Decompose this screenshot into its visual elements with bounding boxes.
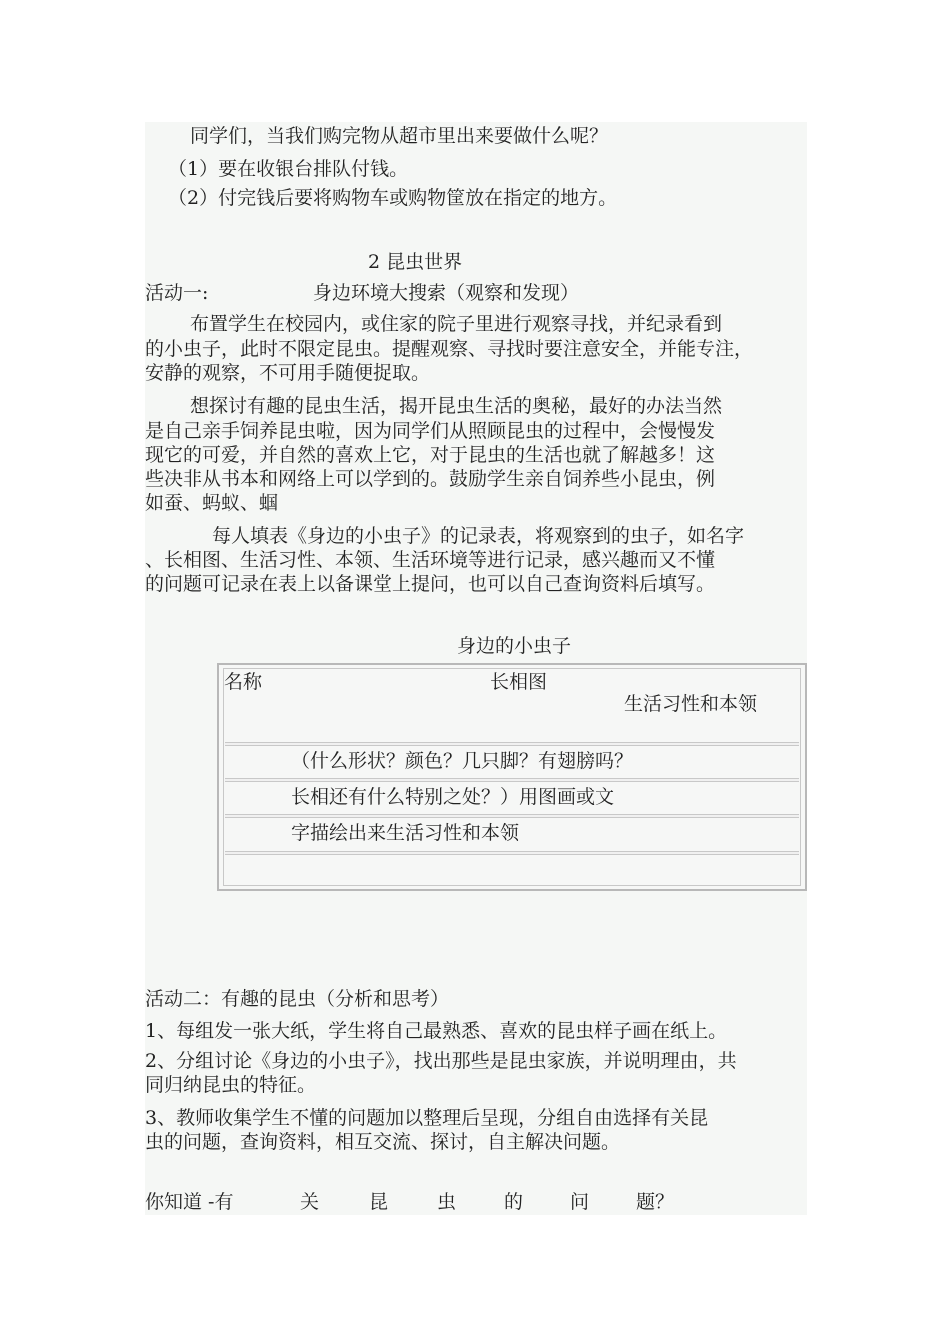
table-row-divider xyxy=(225,742,799,746)
closing-word: 虫 xyxy=(437,1191,457,1213)
header-habits: 生活习性和本领 xyxy=(624,693,758,715)
table-row-divider xyxy=(225,814,799,818)
para1-line: 安静的观察，不可用手随便捉取。 xyxy=(145,362,431,384)
closing-word: 问 xyxy=(570,1191,590,1213)
table-row-divider xyxy=(225,778,799,782)
intro-item-2: （2）付完钱后要将购物车或购物筐放在指定的地方。 xyxy=(168,187,618,209)
para1-line: 布置学生在校园内，或住家的院子里进行观察寻找，并纪录看到 xyxy=(190,313,723,335)
header-appearance: 长相图 xyxy=(490,671,548,693)
para1-line: 的小虫子，此时不限定昆虫。提醒观察、寻找时要注意安全，并能专注， xyxy=(145,338,754,360)
activity2-item-2: 2、分组讨论《身边的小虫子》，找出那些是昆虫家族，并说明理由，共 xyxy=(145,1050,737,1072)
para2-line: 是自己亲手饲养昆虫啦，因为同学们从照顾昆虫的过程中，会慢慢发 xyxy=(145,420,716,442)
table-row-divider xyxy=(225,851,799,855)
table-caption: 身边的小虫子 xyxy=(457,635,572,657)
activity1-label: 活动一: xyxy=(145,282,209,304)
para2-line: 如蚕、蚂蚁、蝈 xyxy=(145,492,279,514)
activity1-title: 身边环境大搜索（观察和发现） xyxy=(313,282,580,304)
para3-line: 、长相图、生活习性、本领、生活环境等进行记录，感兴趣而又不懂 xyxy=(145,549,716,571)
activity2-item-1: 1、每组发一张大纸，学生将自己最熟悉、喜欢的昆虫样子画在纸上。 xyxy=(145,1020,728,1042)
header-name: 名称 xyxy=(224,671,263,693)
table-row-text: 长相还有什么特别之处？）用图画或文 xyxy=(291,786,615,808)
closing-word: 关 xyxy=(300,1191,320,1213)
activity2-title: 活动二：有趣的昆虫（分析和思考） xyxy=(145,988,450,1010)
para2-line: 现它的可爱，并自然的喜欢上它，对于昆虫的生活也就了解越多！这 xyxy=(145,444,716,466)
closing-word: 昆 xyxy=(369,1191,389,1213)
para3-line: 每人填表《身边的小虫子》的记录表，将观察到的虫子，如名字 xyxy=(212,525,745,547)
intro-question: 同学们，当我们购完物从超市里出来要做什么呢？ xyxy=(190,125,609,147)
activity2-item-3-cont: 虫的问题，查询资料，相互交流、探讨，自主解决问题。 xyxy=(145,1131,621,1153)
para2-line: 想探讨有趣的昆虫生活，揭开昆虫生活的奥秘，最好的办法当然 xyxy=(190,395,723,417)
para3-line: 的问题可记录在表上以备课堂上提问，也可以自己查询资料后填写。 xyxy=(145,573,716,595)
table-row-text: 字描绘出来生活习性和本领 xyxy=(291,822,520,844)
insect-record-table xyxy=(217,663,807,891)
intro-item-1: （1）要在收银台排队付钱。 xyxy=(168,158,409,180)
table-row-text: （什么形状？颜色？几只脚？有翅膀吗？ xyxy=(291,750,634,772)
activity2-item-3: 3、教师收集学生不懂的问题加以整理后呈现，分组自由选择有关昆 xyxy=(145,1107,709,1129)
lesson-title: 2 昆虫世界 xyxy=(368,251,463,273)
activity2-item-2-cont: 同归纳昆虫的特征。 xyxy=(145,1074,317,1096)
closing-word: 的 xyxy=(504,1191,524,1213)
para2-line: 些决非从书本和网络上可以学到的。鼓励学生亲自饲养些小昆虫，例 xyxy=(145,468,716,490)
closing-word: 题？ xyxy=(636,1191,675,1213)
closing-word: 你知道 -有 xyxy=(145,1191,234,1213)
